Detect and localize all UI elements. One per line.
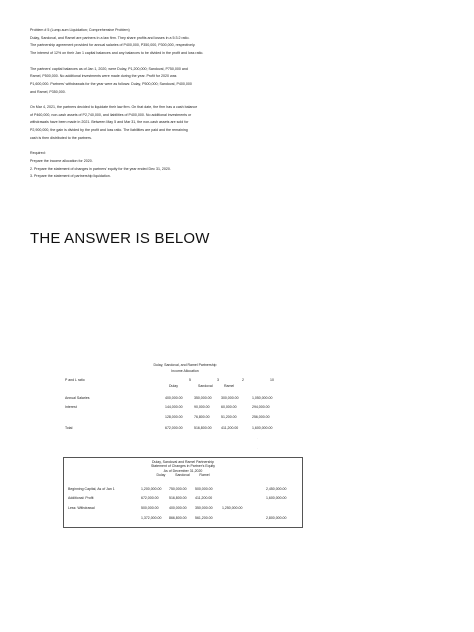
- allocation-row: [65, 415, 295, 421]
- problem-statement: [30, 27, 290, 181]
- problem-line: Required:: [30, 151, 46, 156]
- equity-cell: 561,200.00: [195, 516, 213, 520]
- equity-title-line-2: Statement of Changes in Partner's Equity: [150, 464, 216, 469]
- allocation-row-label: Interest: [65, 405, 77, 409]
- equity-title-line-1: Dulay, Sandoval and Ramel Partnership: [152, 460, 214, 464]
- allocation-cell: 1,600,000.00: [252, 426, 273, 430]
- allocation-row: [65, 405, 295, 411]
- ratio-total: 10: [270, 378, 274, 382]
- allocation-cell: 672,000.00: [165, 426, 183, 430]
- problem-line: Problem # 5 (Lump-sum Liquidation; Comprehensive Problem): [30, 28, 130, 32]
- paragraph-gap: [30, 143, 290, 151]
- equity-cell: 866,800.00: [169, 516, 187, 520]
- equity-row-label: Additional: Profit: [68, 496, 94, 500]
- allocation-cell: 90,000.00: [194, 405, 210, 409]
- sheet-tick-mark: ·: [257, 436, 258, 440]
- equity-statement-box: [63, 457, 303, 528]
- ratio-ramel: 2: [242, 378, 244, 382]
- allocation-cell: 60,000.00: [221, 405, 237, 409]
- problem-line: Dulay, Sandoval, and Ramel are partners in a law firm. They share profits and losses in a 5:3:2 ratio.: [30, 35, 190, 40]
- allocation-cell: 76,800.00: [194, 415, 210, 419]
- allocation-cell: 411,200.00: [221, 426, 239, 430]
- problem-line: The interest of 12% on their Jan 1 capital balances and any balances to be divided in the profit and loss ratio.: [30, 51, 204, 56]
- equity-cell: 411,200.00: [195, 496, 213, 500]
- equity-column-headers: Dulay Sandoval Ramel: [156, 472, 210, 477]
- allocation-row: [65, 426, 295, 432]
- ratio-label: P and L ratio: [65, 378, 85, 382]
- allocation-row-label: Annual Salaries: [65, 396, 90, 400]
- equity-statement-title: [64, 460, 302, 477]
- problem-line: The partnership agreement provided for annual salaries of P400,000, P350,000, P300,000, respectively.: [30, 43, 196, 48]
- income-allocation-title-line-2: Income Allocation: [171, 368, 199, 373]
- problem-line: of P460,000, non-cash assets of P2,740,000, and liabilities of P400,000. No additional investments or: [30, 112, 192, 117]
- equity-row-label: Less: Withdrawal: [68, 506, 95, 510]
- equity-cell: 672,000.00: [141, 496, 159, 500]
- allocation-cell: 516,800.00: [194, 426, 212, 430]
- equity-row: [68, 487, 300, 492]
- problem-line: withdrawals have been made in 2021. Between May 5 and Mar 31, the non-cash assets are sold for: [30, 120, 189, 125]
- problem-line: The partners' capital balances as of Jan 1, 2020, were Dulay, P1,200,000; Sandoval, P750,000 and: [30, 66, 188, 71]
- paragraph-gap: [30, 58, 290, 66]
- equity-cell: 1,600,000.00: [266, 496, 287, 500]
- equity-row-label: Beginning Capital, As of Jan 1: [68, 487, 115, 491]
- allocation-cell: 51,200.00: [221, 415, 237, 419]
- problem-line: and Ramel, P350,000.: [30, 89, 66, 94]
- equity-row: [68, 496, 300, 501]
- answer-heading: THE ANSWER IS BELOW: [30, 230, 210, 247]
- allocation-column-headers: [65, 384, 295, 390]
- column-ramel: Ramel: [224, 384, 235, 388]
- allocation-cell: 1,050,000.00: [252, 396, 273, 400]
- column-sandoval: Sandoval: [198, 384, 213, 388]
- problem-line: Ramel, P500,000. No additional investments were made during the year. Profit for 2020 was: [30, 74, 177, 79]
- allocation-cell: 294,000.00: [252, 405, 270, 409]
- sheet-tick-mark: ·: [257, 446, 258, 450]
- allocation-row-label: Total: [65, 426, 73, 430]
- allocation-cell: 400,000.00: [165, 396, 183, 400]
- income-allocation-title: [110, 363, 260, 374]
- equity-row: [68, 516, 300, 521]
- equity-cell: 350,000.00: [195, 506, 213, 510]
- equity-cell: 1,250,000.00: [222, 506, 243, 510]
- equity-title-line-3: As of December 31,2020: [163, 468, 203, 473]
- problem-line: P2,900,000, the gain is divided by the profit and loss ratio. The liabilities are paid and the remaining: [30, 128, 188, 133]
- allocation-cell: 256,000.00: [252, 415, 270, 419]
- equity-cell: 1,372,000.00: [141, 516, 162, 520]
- equity-cell: 750,000.00: [169, 487, 187, 491]
- problem-line: cash is then distributed to the partners.: [30, 135, 92, 140]
- equity-cell: 1,200,000.00: [141, 487, 162, 491]
- allocation-cell: 300,000.00: [221, 396, 239, 400]
- income-allocation-title-line-1: Dulay, Sandoval, and Ramel Partnership: [153, 363, 217, 367]
- allocation-row: [65, 396, 295, 402]
- equity-cell: 400,000.00: [169, 506, 187, 510]
- allocation-cell: 144,000.00: [165, 405, 183, 409]
- equity-cell: 2,450,000.00: [266, 487, 287, 491]
- problem-line: Prepare the income allocation for 2020.: [30, 158, 93, 163]
- paragraph-gap: [30, 96, 290, 104]
- allocation-cell: 128,000.00: [165, 415, 183, 419]
- problem-line: 3. Prepare the statement of partnership liquidation.: [30, 174, 111, 179]
- column-dulay: Dulay: [169, 384, 178, 388]
- problem-line: On Mar 4, 2021, the partners decided to liquidate their law firm. On that date, the firm has a cash balance: [30, 105, 198, 109]
- equity-cell: 2,800,000.00: [266, 516, 287, 520]
- ratio-dulay: 5: [189, 378, 191, 382]
- problem-line: 2. Prepare the statement of changes in partners' equity for the year ended Dec 31, 2020.: [30, 166, 171, 171]
- equity-row: [68, 506, 300, 511]
- equity-cell: 500,000.00: [141, 506, 159, 510]
- allocation-cell: 350,000.00: [194, 396, 212, 400]
- equity-cell: 516,800.00: [169, 496, 187, 500]
- equity-cell: 500,000.00: [195, 487, 213, 491]
- ratio-sandoval: 3: [217, 378, 219, 382]
- problem-line: P1,600,000. Partners' withdrawals for the year were as follows: Dulay, P500,000; Sandoval, P400,000: [30, 81, 192, 86]
